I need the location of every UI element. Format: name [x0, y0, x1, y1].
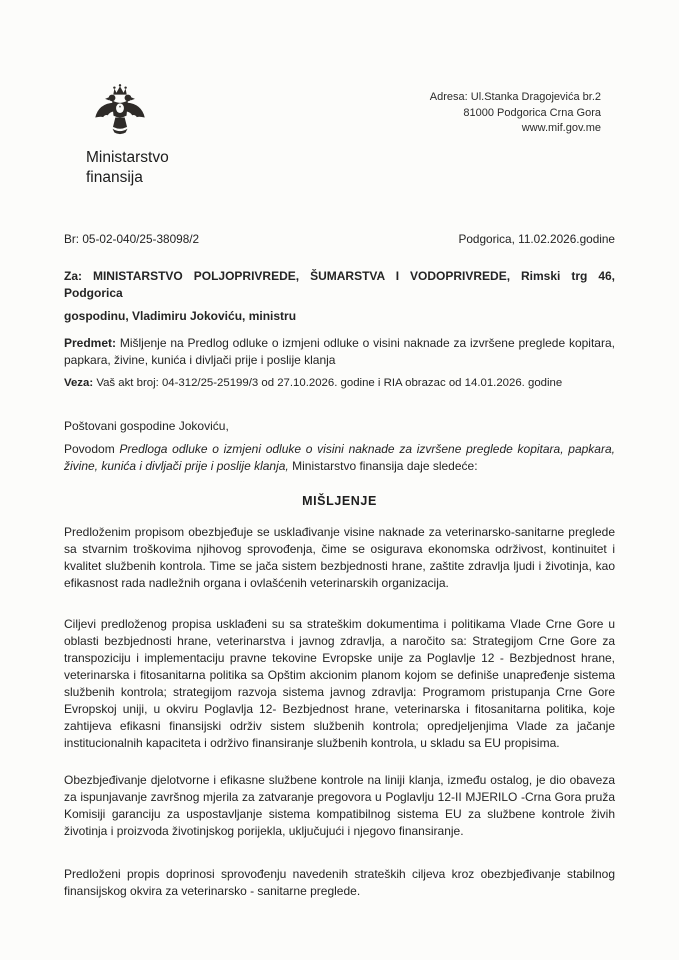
salutation: Poštovani gospodine Jokoviću,	[64, 419, 229, 433]
opinion-paragraph-2: Ciljevi predloženog propisa usklađeni su sa strateškim dokumentima i politikama Vlade Crne Gore u oblasti bezbjednosti hrane, veterinarstva i javnog zdravlja, a naročito sa: Strategijom Crne Gore za transpoziciju i implementaciju pravne tekovine Evropske unije za Poglavlje 12 - Bezbjednost hrane, veterinarska i fitosanitarna politika sa Opštim akcionim planom kojom se definiše unapređenje sistema službenih kontrola; strategijom razvoja sistema javnog zdravlja: Programom pristupanja Crne Gore Evropskoj uniji, u okviru Poglavlja 12- Bezbjednost hrane, veterinarska i fitosanitarna politika, koje zahtijeva efikasni finansijski održiv sistem službenih kontrola; opredjeljenjima Vlade za jačanje institucionalnih kapaciteta i održivo finansiranje službenih kontrola, u skladu sa EU propisima.	[64, 617, 615, 750]
subject-line	[64, 335, 615, 369]
letter-body	[64, 268, 615, 900]
reference-number: Br: 05-02-040/25-38098/2	[64, 232, 200, 246]
related-ref-line	[64, 375, 615, 392]
montenegro-coat-of-arms-icon	[92, 80, 148, 147]
subject-text: Mišljenje na Predlog odluke o izmjeni odluke o visini naknade za izvršene preglede kopitara, papkara, živine, kunića i divljači prije i poslije klanja	[64, 336, 615, 367]
address-block	[430, 90, 601, 137]
website-url: www.mif.gov.me	[521, 122, 601, 134]
ministry-name-line1: Ministarstvo	[86, 149, 169, 166]
place-and-date: Podgorica, 11.02.2026.godine	[458, 232, 615, 246]
intro-paragraph	[64, 441, 615, 475]
address-street: Adresa: Ul.Stanka Dragojevića br.2	[429, 91, 601, 103]
opinion-title: MIŠLJENJE	[302, 494, 377, 508]
ministry-name-line2: finansija	[86, 169, 143, 186]
address-city: 81000 Podgorica Crna Gora	[463, 106, 601, 119]
reference-row	[64, 232, 615, 246]
related-ref-text: Vaš akt broj: 04-312/25-25199/3 od 27.10.2026. godine i RIA obrazac od 14.01.2026. godine	[96, 377, 563, 389]
intro-prefix: Povodom	[64, 442, 115, 456]
opinion-paragraph-4: Predloženi propis doprinosi sprovođenju navedenih strateških ciljeva kroz obezbjeđivanje stabilnog finansijskog okvira za veterinarsko - sanitarne preglede.	[64, 867, 615, 898]
opinion-paragraph-1: Predloženim propisom obezbjeđuje se usklađivanje visine naknade za veterinarsko-sanitarne preglede sa stvarnim troškovima njihovog sprovođenja, čime se osigurava ekonomska održivost, kontinuitet i kvalitet službenih kontrola. Time se jača sistem bezbjednosti hrane, zaštite zdravlja ljudi i životinja, kao efikasnost rada nadležnih organa i ovlašćenih veterinarskih organizacija.	[64, 525, 615, 590]
opinion-paragraph-3: Obezbjeđivanje djelotvorne i efikasne službene kontrole na liniji klanja, između ostalog, je dio obaveza za ispunjavanje završnog mjerila za zatvaranje pregovora u Poglavlju 12-II MJERILO -Crna Gora pruža Komisiji garanciju za uspostavljanje sistema kompatibilnog sistema EU za službene kontrole živih životinja i proizvoda životinjskog porijekla, uključujući i njegovo finansiranje.	[64, 773, 615, 838]
intro-suffix: Ministarstvo finansija daje sledeće:	[292, 459, 478, 473]
recipient-to-line: Za: MINISTARSTVO POLJOPRIVREDE, ŠUMARSTVA I VODOPRIVREDE, Rimski trg 46, Podgorica	[64, 269, 615, 300]
subject-label: Predmet:	[64, 336, 117, 350]
recipient-person-line: gospodinu, Vladimiru Jokoviću, ministru	[64, 309, 297, 323]
related-ref-label: Veza:	[64, 377, 94, 389]
ministry-name	[86, 148, 169, 188]
intro-italic-citation: Predloga odluke o izmjeni odluke o visini naknade za izvršene preglede kopitara, papkara, živine, kunića i divljači prije i poslije klanja,	[64, 442, 615, 473]
